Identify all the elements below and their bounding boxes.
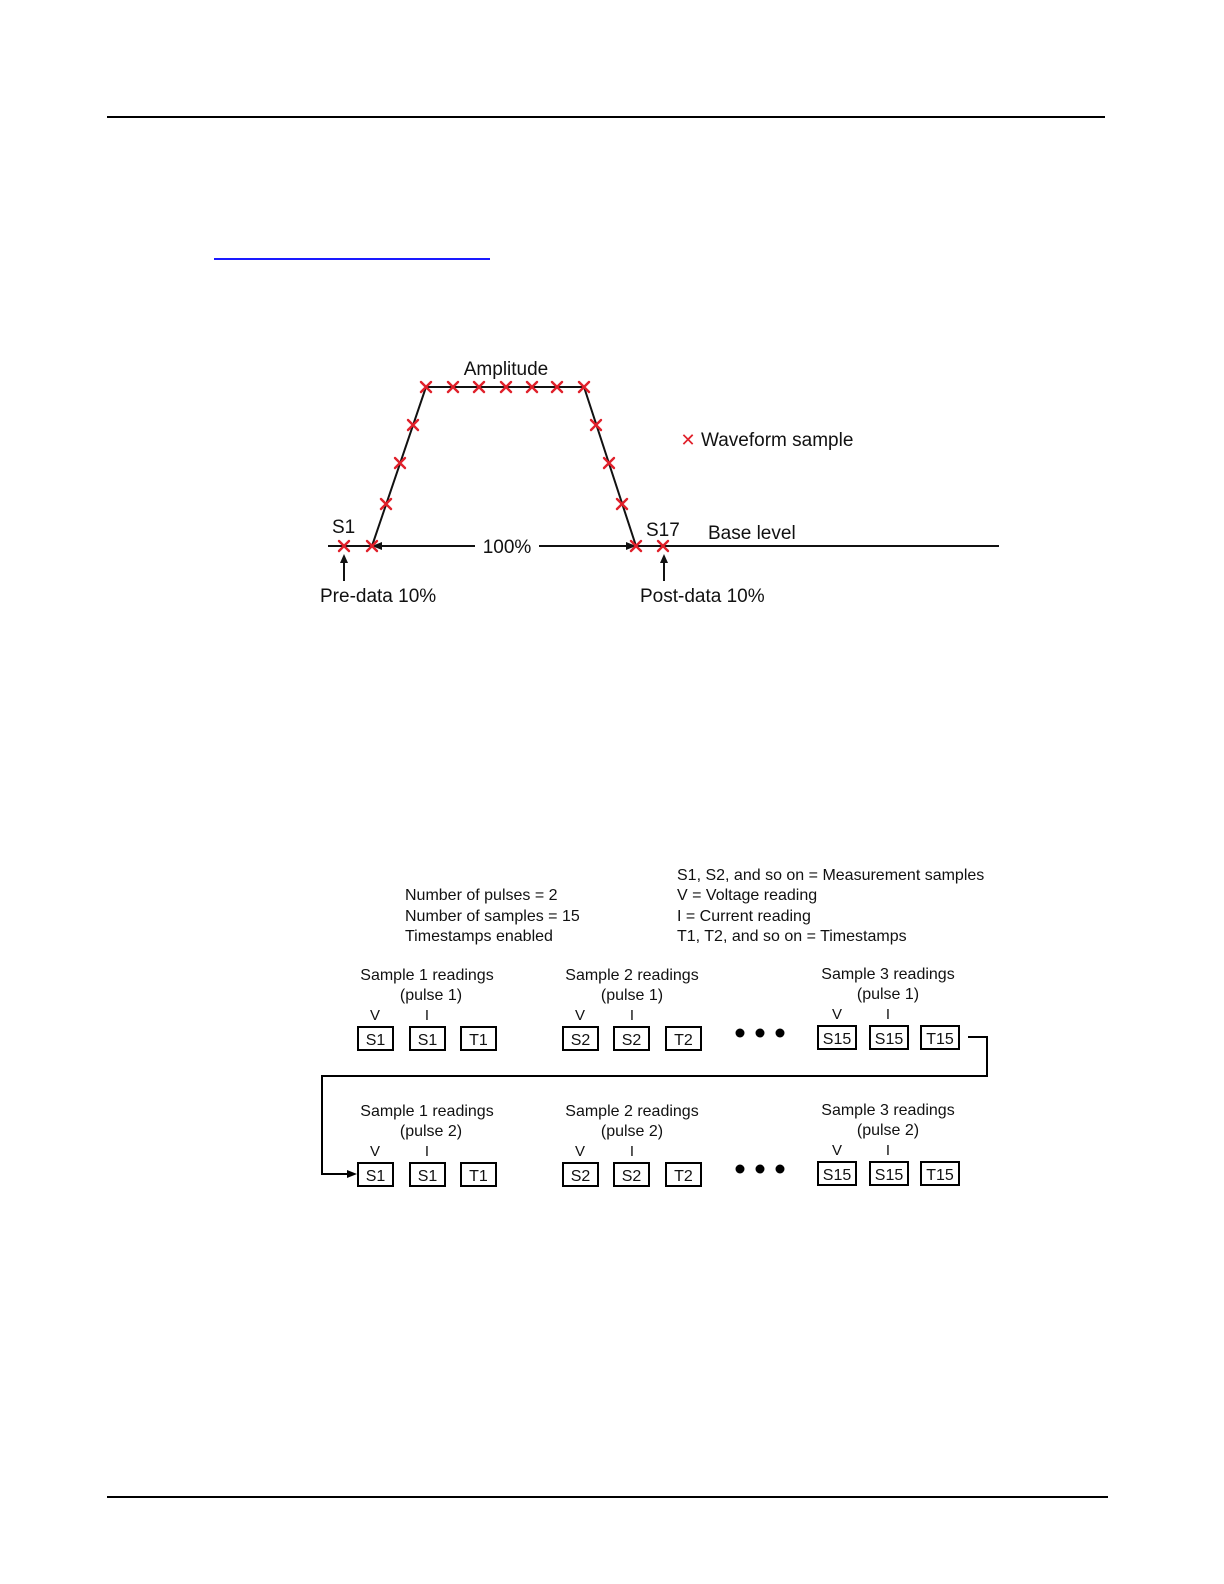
info-left (405, 887, 580, 945)
i-label: I (885, 1006, 891, 1023)
group-pulse: (pulse 1) (399, 987, 463, 1004)
v-label: V (369, 1143, 381, 1160)
reading-box-label: S2 (621, 1168, 642, 1185)
key-samples: S1, S2, and so on = Measurement samples (677, 867, 985, 884)
reading-box-label: S2 (570, 1032, 591, 1049)
reading-box-label: S2 (570, 1168, 591, 1185)
i-label: I (424, 1007, 430, 1024)
i-label: I (885, 1142, 891, 1159)
group-title: Sample 1 readings (360, 967, 494, 984)
i-label: I (629, 1143, 635, 1160)
group-title: Sample 3 readings (821, 1102, 955, 1119)
v-label: V (831, 1142, 843, 1159)
reading-box-label: S15 (822, 1031, 852, 1048)
sample-group-1-2 (563, 967, 701, 1050)
v-label: V (574, 1007, 586, 1024)
i-label: I (424, 1143, 430, 1160)
reading-box-label: S15 (874, 1031, 904, 1048)
v-label: V (574, 1143, 586, 1160)
info-pulses: Number of pulses = 2 (405, 887, 558, 904)
v-label: V (369, 1007, 381, 1024)
sample-group-1-3 (818, 966, 959, 1049)
info-timestamps: Timestamps enabled (405, 928, 553, 945)
s1-label: S1 (332, 517, 356, 538)
info-right (677, 867, 984, 945)
sample-group-2-1 (358, 1103, 496, 1186)
width-label: 100% (482, 537, 532, 558)
group-title: Sample 2 readings (565, 967, 699, 984)
group-pulse: (pulse 2) (600, 1123, 664, 1140)
v-label: V (831, 1006, 843, 1023)
amplitude-label: Amplitude (463, 359, 549, 380)
pre-data-label: Pre-data 10% (320, 586, 437, 607)
reading-box-label: S2 (621, 1032, 642, 1049)
reading-box-label: S15 (874, 1167, 904, 1184)
sample-group-2-2 (563, 1103, 701, 1186)
group-pulse: (pulse 2) (856, 1122, 920, 1139)
sample-group-1-1 (358, 967, 496, 1050)
group-pulse: (pulse 1) (600, 987, 664, 1004)
base-level-label: Base level (708, 523, 796, 544)
key-timestamps: T1, T2, and so on = Timestamps (677, 928, 907, 945)
i-label: I (629, 1007, 635, 1024)
reading-box-label: S1 (365, 1168, 386, 1185)
info-samples: Number of samples = 15 (405, 908, 580, 925)
reading-row-2 (358, 1102, 959, 1186)
group-pulse: (pulse 1) (856, 986, 920, 1003)
reading-box-label: T1 (469, 1032, 488, 1049)
legend-marker-icon: ✕ (680, 430, 696, 451)
key-current: I = Current reading (677, 908, 811, 925)
sample-group-2-3 (818, 1102, 959, 1185)
reading-box-label: T1 (469, 1168, 488, 1185)
reading-box-label: S1 (417, 1168, 438, 1185)
group-title: Sample 1 readings (360, 1103, 494, 1120)
row-connector-arrowhead (347, 1170, 357, 1178)
key-voltage: V = Voltage reading (677, 887, 818, 904)
s17-label: S17 (646, 520, 680, 541)
reading-box-label: S15 (822, 1167, 852, 1184)
reading-box-label: S1 (365, 1032, 386, 1049)
reading-box-label: S1 (417, 1032, 438, 1049)
post-data-label: Post-data 10% (640, 586, 765, 607)
ellipsis-dots (736, 1165, 785, 1174)
legend-label: Waveform sample (701, 430, 854, 451)
group-title: Sample 2 readings (565, 1103, 699, 1120)
reading-box-label: T2 (674, 1168, 693, 1185)
group-title: Sample 3 readings (821, 966, 955, 983)
reading-row-1 (358, 966, 959, 1050)
group-pulse: (pulse 2) (399, 1123, 463, 1140)
ellipsis-dots (736, 1029, 785, 1038)
reading-box-label: T15 (926, 1167, 954, 1184)
reading-box-label: T2 (674, 1032, 693, 1049)
reading-box-label: T15 (926, 1031, 954, 1048)
